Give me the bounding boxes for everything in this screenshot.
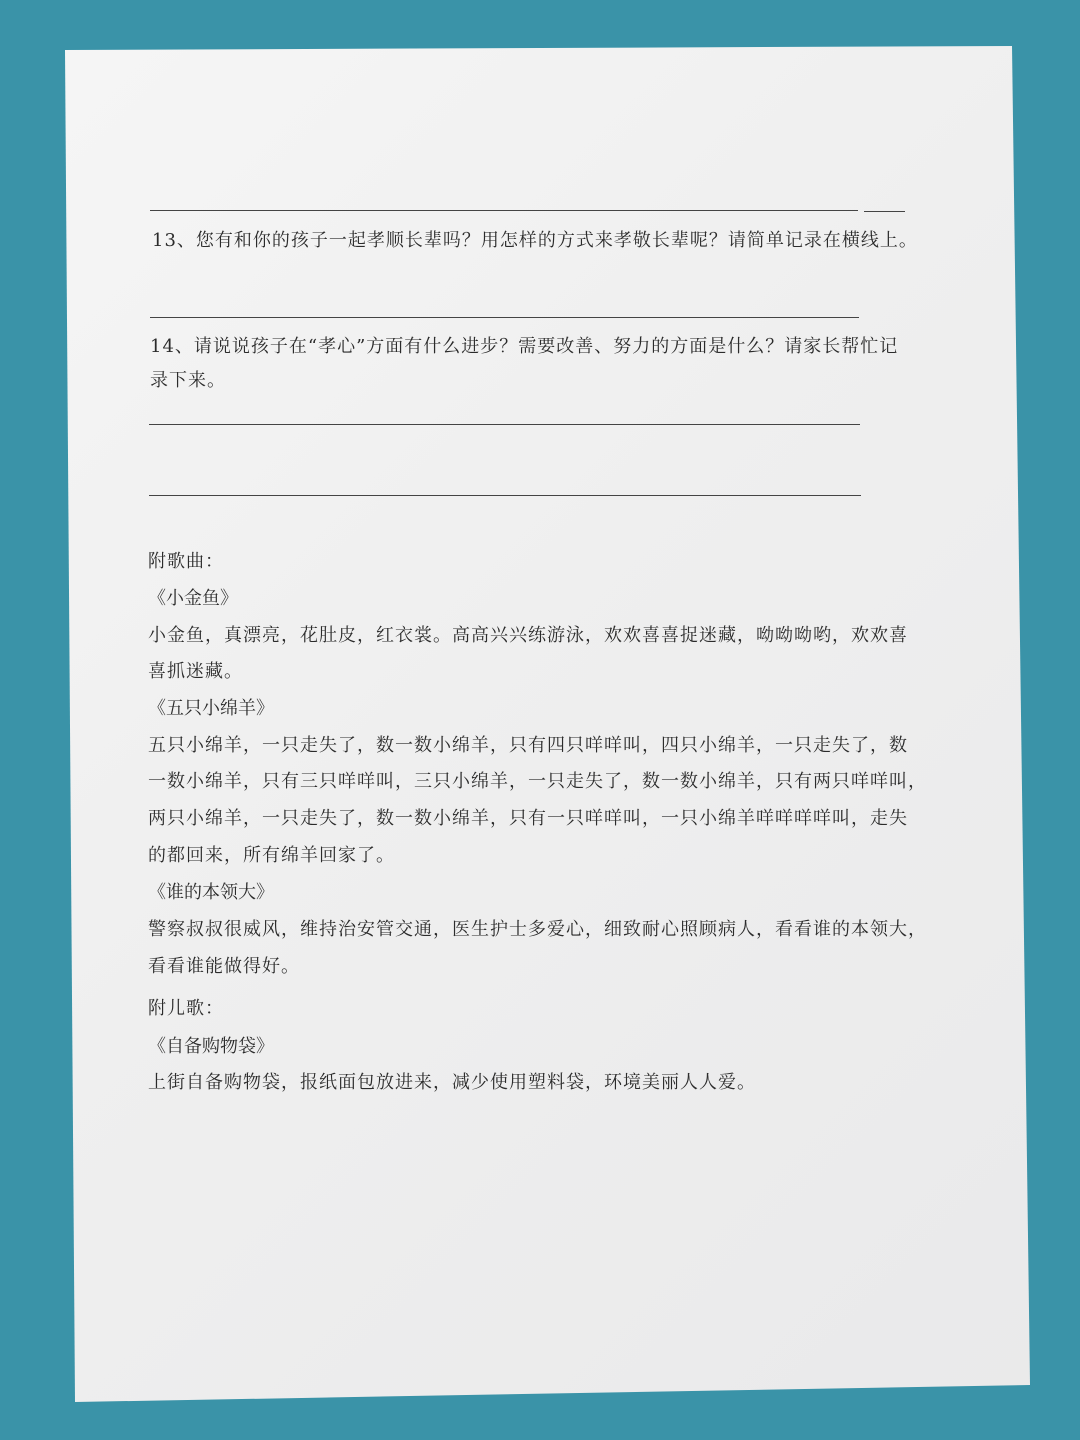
rhymes-heading: 附儿歌：	[148, 998, 224, 1019]
song-lyrics-line: 警察叔叔很威风，维持治安管交通，医生护士多爱心，细致耐心照顾病人，看看谁的本领大，	[148, 919, 927, 940]
song-lyrics-line: 看看谁能做得好。	[148, 956, 300, 977]
song-title: 《五只小绵羊》	[148, 698, 274, 719]
answer-line	[149, 495, 861, 496]
song-lyrics-line: 小金鱼，真漂亮，花肚皮，红衣裳。高高兴兴练游泳，欢欢喜喜捉迷藏，呦呦呦哟，欢欢喜	[148, 625, 908, 646]
rhyme-lyrics-line: 上街自备购物袋，报纸面包放进来，减少使用塑料袋，环境美丽人人爱。	[148, 1072, 756, 1093]
answer-line	[149, 424, 860, 425]
answer-line	[150, 317, 859, 318]
song-title: 《谁的本领大》	[148, 882, 274, 903]
song-lyrics-line: 五只小绵羊，一只走失了，数一数小绵羊，只有四只咩咩叫，四只小绵羊，一只走失了，数	[148, 735, 908, 756]
song-lyrics-line: 一数小绵羊，只有三只咩咩叫，三只小绵羊，一只走失了，数一数小绵羊，只有两只咩咩叫，	[148, 771, 927, 792]
song-title: 《小金鱼》	[148, 588, 238, 609]
song-lyrics-line: 的都回来，所有绵羊回家了。	[148, 845, 395, 866]
songs-heading: 附歌曲：	[148, 551, 224, 572]
rhyme-title: 《自备购物袋》	[148, 1036, 274, 1057]
song-lyrics-line: 两只小绵羊，一只走失了，数一数小绵羊，只有一只咩咩叫，一只小绵羊咩咩咩咩叫，走失	[148, 808, 908, 829]
question-14-line-1: 14、请说说孩子在“孝心”方面有什么进步？需要改善、努力的方面是什么？请家长帮忙记	[150, 336, 899, 357]
question-14-line-2: 录下来。	[150, 370, 226, 391]
answer-line	[864, 211, 905, 212]
question-13: 13、您有和你的孩子一起孝顺长辈吗？用怎样的方式来孝敬长辈呢？请简单记录在横线上。	[152, 230, 918, 251]
song-lyrics-line: 喜抓迷藏。	[148, 661, 243, 682]
answer-line	[150, 210, 858, 211]
